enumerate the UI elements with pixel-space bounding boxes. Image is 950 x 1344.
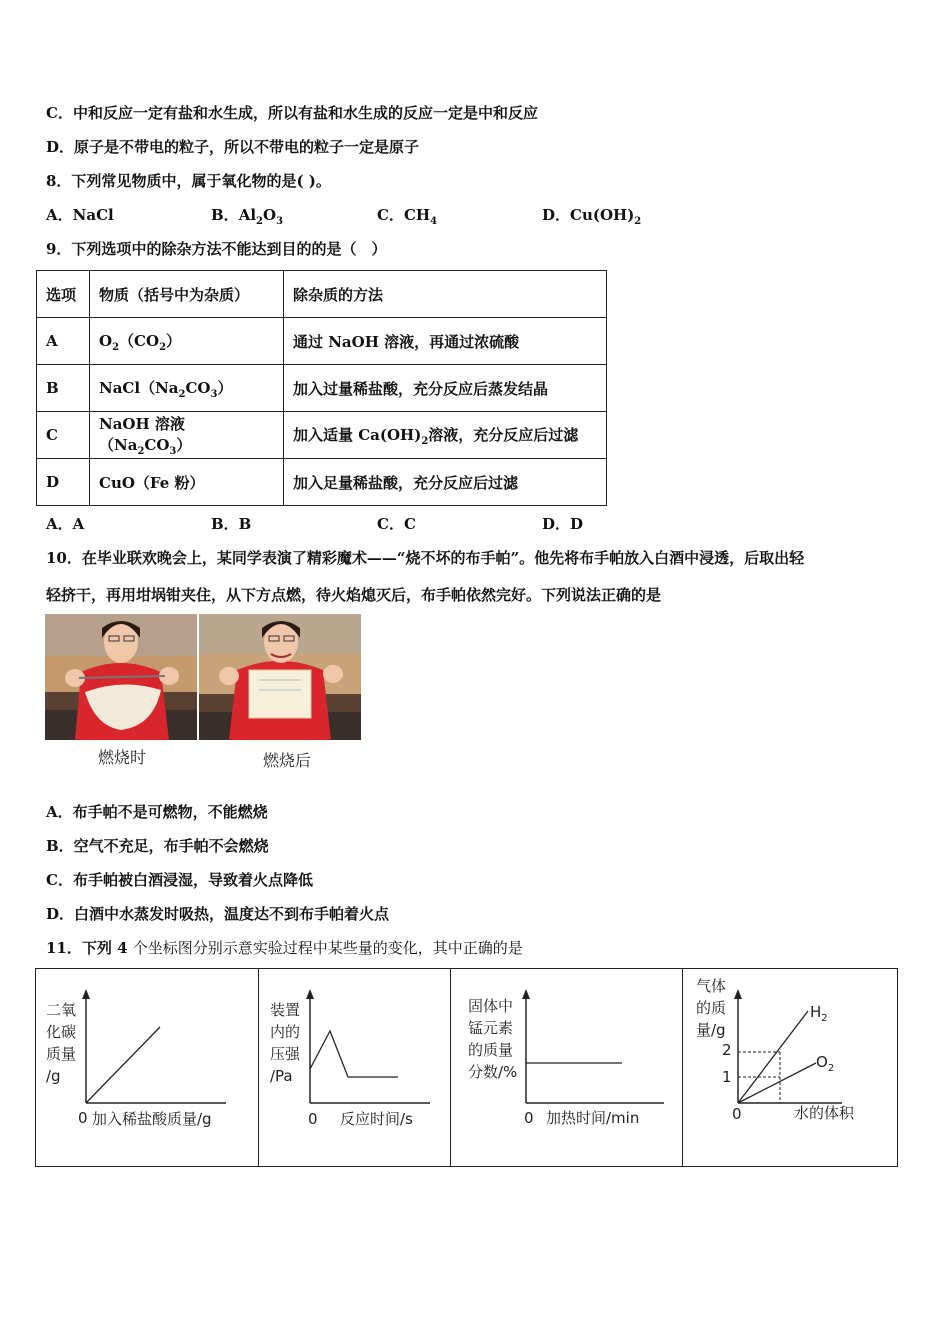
table-header-cell: 物质（括号中为杂质） (90, 271, 284, 318)
table-cell: 加入适量 $Ca(OH)_2$溶液，充分反应后过滤 (284, 412, 607, 459)
table-cell: B (37, 365, 90, 412)
graph1-x-label: 加入稀盐酸质量/g (92, 1110, 212, 1128)
graph2-x-label: 反应时间/s (340, 1110, 413, 1128)
table-row (37, 318, 607, 365)
graph4-origin: 0 (732, 1105, 742, 1123)
table-cell: CuO（Fe 粉） (90, 459, 284, 506)
q7-option-c: C．中和反应一定有盐和水生成，所以有盐和水生成的反应一定是中和反应 (46, 104, 538, 122)
q11-graph-table (35, 968, 898, 1167)
table-cell: A (37, 318, 90, 365)
photo-after-burning (199, 614, 361, 740)
q8-stem: 8．下列常见物质中，属于氧化物的是( )。 (46, 172, 331, 190)
graph-gas-mass (682, 969, 897, 1166)
graph2-y-label: 装置 内的 压强 /Pa (270, 1001, 301, 1085)
graph1-curve (86, 1027, 160, 1103)
graph4-y-arrow (734, 989, 742, 999)
graph4-label-o2: $O_2$ (816, 1053, 835, 1074)
graph2-curve (310, 1031, 398, 1077)
graph3-y-label: 固体中 锰元素 的质量 分数/% (468, 997, 518, 1081)
q10-stem-line-1: 10．在毕业联欢晚会上，某同学表演了精彩魔术——“烧不坏的布手帕”。他先将布手帕放入白酒中浸透，后取出轻 (46, 549, 805, 567)
q8-option-c: C．$CH_4$ (377, 206, 438, 227)
caption-burning: 燃烧时 (98, 748, 147, 767)
graph3-origin: 0 (524, 1109, 534, 1127)
q10-option-b: B．空气不充足，布手帕不会燃烧 (46, 837, 269, 855)
table-row (37, 459, 607, 506)
graph1-y-arrow (82, 989, 90, 999)
q9-table (36, 270, 607, 506)
table-header-cell: 选项 (37, 271, 90, 318)
photo-burning (45, 614, 197, 740)
graph3-x-label: 加热时间/min (546, 1109, 640, 1127)
graph3-y-arrow (522, 989, 530, 999)
graph4-tick-1: 1 (722, 1068, 732, 1086)
q9-answer-a: A．A (46, 515, 85, 533)
graph2-origin: 0 (308, 1110, 318, 1128)
q11-stem: 11．下列 4 个坐标图分别示意实验过程中某些量的变化，其中正确的是 (46, 939, 523, 957)
graph-manganese (450, 969, 683, 1166)
q9-answer-d: D．D (542, 515, 584, 533)
graph1-origin: 0 (78, 1109, 88, 1127)
graph4-x-label: 水的体积 (794, 1104, 855, 1122)
q9-answer-b: B．B (211, 515, 252, 533)
graph1-y-label: 二氧 化碳 质量 /g (46, 1001, 77, 1085)
table-cell: $NaCl(Na_2CO_3)$ (90, 365, 284, 412)
q8-option-d: D．$Cu(OH)_2$ (542, 206, 642, 227)
caption-after-burning: 燃烧后 (263, 751, 312, 770)
q9-stem: 9．下列选项中的除杂方法不能达到目的的是（ ） (46, 240, 387, 258)
graph4-h2-line (738, 1011, 808, 1103)
table-cell: 加入过量稀盐酸，充分反应后蒸发结晶 (284, 365, 607, 412)
table-cell: 通过 NaOH 溶液，再通过浓硫酸 (284, 318, 607, 365)
table-row (37, 412, 607, 459)
q7-option-d: D．原子是不带电的粒子，所以不带电的粒子一定是原子 (46, 138, 420, 156)
table-row (37, 365, 607, 412)
table-cell: C (37, 412, 90, 459)
graph-pressure (258, 969, 451, 1166)
table-cell: $O_2(CO_2)$ (90, 318, 284, 365)
magic-trick-photos (45, 614, 361, 740)
graph4-y-label: 气体 的质 量/g (696, 977, 727, 1039)
q10-option-a: A．布手帕不是可燃物，不能燃烧 (46, 803, 268, 821)
graph4-label-h2: $H_2$ (810, 1003, 828, 1024)
table-header-row (37, 271, 607, 318)
q10-option-d: D．白酒中水蒸发时吸热，温度达不到布手帕着火点 (46, 905, 390, 923)
q8-option-a: A．NaCl (46, 206, 114, 224)
graph4-o2-line (738, 1063, 816, 1103)
table-cell: D (37, 459, 90, 506)
graph-co2-mass (36, 969, 259, 1166)
table-cell: NaOH 溶液$(Na_2CO_3)$ (90, 412, 284, 459)
q10-option-c: C．布手帕被白酒浸湿，导致着火点降低 (46, 871, 313, 889)
table-cell: 加入足量稀盐酸，充分反应后过滤 (284, 459, 607, 506)
graph4-tick-2: 2 (722, 1041, 732, 1059)
table-header-cell: 除杂质的方法 (284, 271, 607, 318)
q8-option-b: B．$Al_2O_3$ (211, 206, 284, 227)
q9-answer-c: C．C (377, 515, 416, 533)
graph2-y-arrow (306, 989, 314, 999)
q10-stem-line-2: 轻挤干，再用坩埚钳夹住，从下方点燃，待火焰熄灭后，布手帕依然完好。下列说法正确的是 (46, 586, 662, 604)
